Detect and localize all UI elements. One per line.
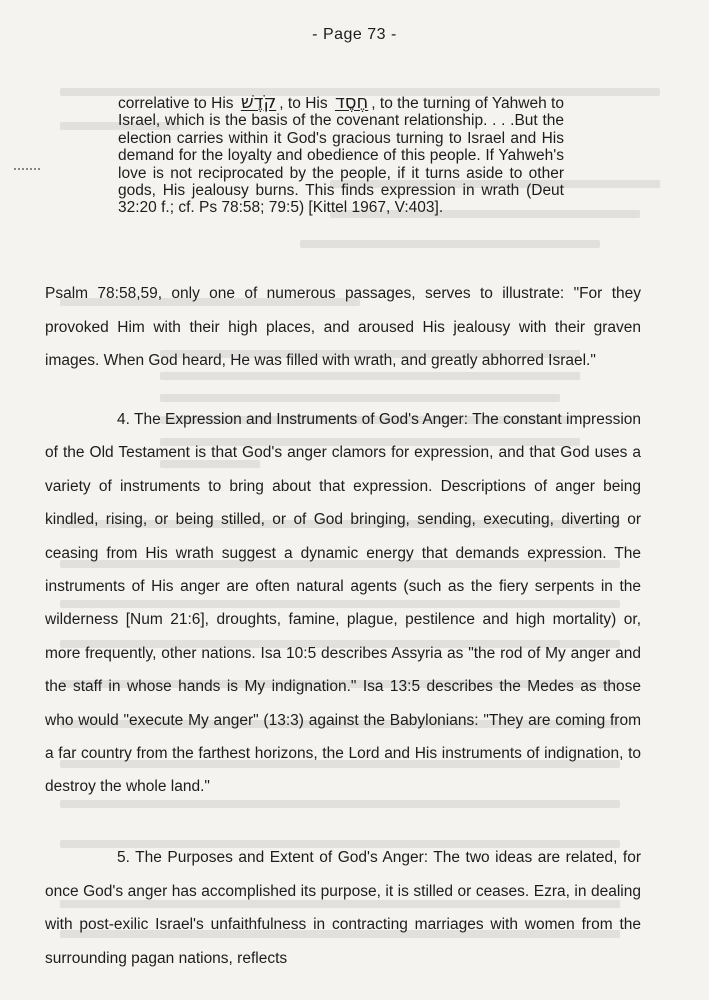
block-quote (118, 94, 564, 217)
quote-body-text: , to the turning of Yahweh to Israel, which is the basis of the covenant relationship. . . .But the election carries within it God's gracious turning to Israel and His demand for the loyalty and obedience of this people. If Yahweh's love is not reciprocated by the people, if it turns aside to other gods, His jealousy burns. This finds expression in wrath (Deut 32:20 f.; cf. Ps 78:58; 79:5) [Kittel 1967, V:403]. (118, 95, 564, 217)
paragraph-section-5-text: 5. The Purposes and Extent of God's Anger: The two ideas are related, for once God's anger has accomplished its purpose, it is stilled or ceases. Ezra, in dealing with post-exilic Israel's unfaithfulness in contracting marriages with women from the surrounding pagan nations, reflects (45, 849, 641, 967)
paragraph-psalm (45, 277, 641, 378)
paragraph-psalm-text: Psalm 78:58,59, only one of numerous passages, serves to illustrate: "For they provoked Him with their high places, and aroused His jealousy with their graven images. When God heard, He was filled with wrath, and greatly abhorred Israel." (45, 285, 641, 369)
paragraph-section-5 (45, 841, 641, 975)
hebrew-word-qodesh: קֹדֶשׁ (240, 92, 277, 113)
margin-mark (14, 168, 40, 172)
paragraph-section-4 (45, 403, 641, 804)
quote-lead-text: correlative to His (118, 95, 234, 112)
quote-middle-text: , to His (279, 95, 328, 112)
hebrew-word-hesed: חֶסֶד (334, 92, 369, 113)
page-number: - Page 73 - (312, 26, 397, 43)
paragraph-section-4-text: 4. The Expression and Instruments of God's Anger: The constant impression of the Old Testament is that God's anger clamors for expression, and that God uses a variety of instruments to bring about that expression. Descriptions of anger being kindled, rising, or being stilled, or of God bringing, sending, executing, diverting or ceasing from His wrath suggest a dynamic energy that demands expression. The instruments of His anger are often natural agents (such as the fiery serpents in the wilderness [Num 21:6], droughts, famine, plague, pestilence and high mortality) or, more frequently, other nations. Isa 10:5 describes Assyria as "the rod of My anger and the staff in whose hands is My indignation." Isa 13:5 describes the Medes as those who would "execute My anger" (13:3) against the Babylonians: "They are coming from a far country from the farthest horizons, the Lord and His instruments of indignation, to destroy the whole land." (45, 411, 641, 796)
